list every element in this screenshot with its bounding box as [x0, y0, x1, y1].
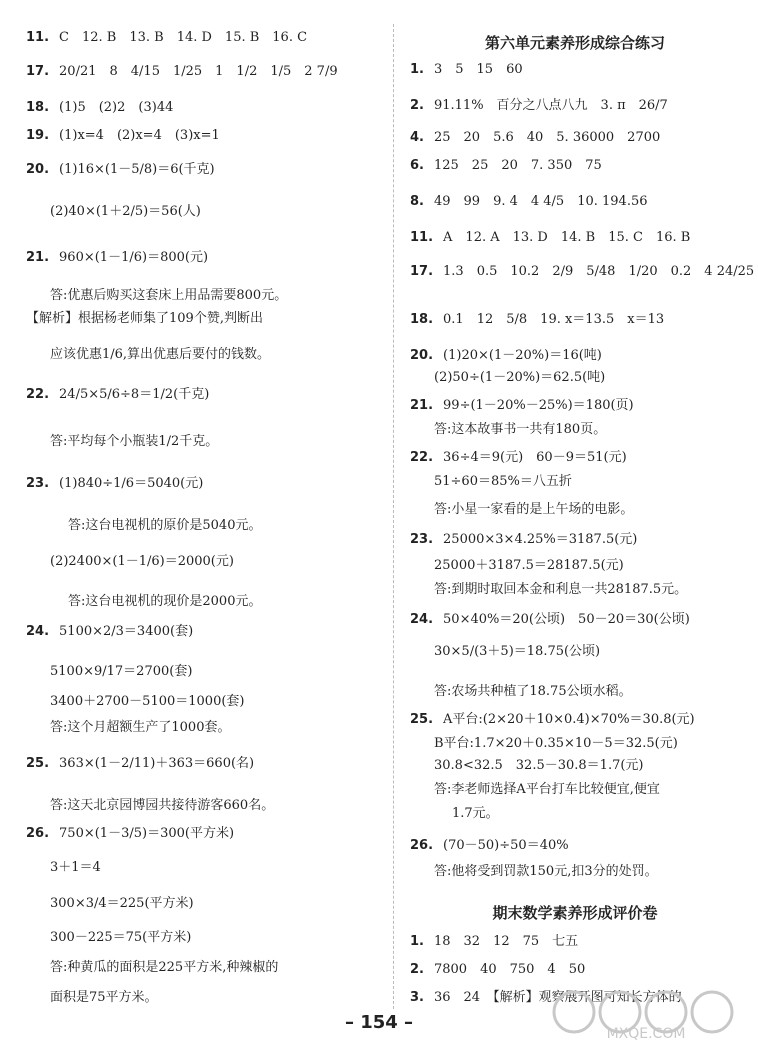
answer-line [410, 756, 644, 776]
answer-line [26, 516, 261, 536]
answer-line [410, 310, 664, 330]
page-number: – 154 – [344, 1012, 414, 1033]
answer-line [26, 345, 270, 365]
question-number: 18. [410, 312, 434, 327]
answer-line [410, 804, 499, 824]
answer-text: (1)5 (2)2 (3)44 [59, 100, 174, 115]
answer-text: 25000×3×4.25%＝3187.5(元) [443, 532, 638, 547]
question-number: 21. [410, 398, 434, 413]
question-number: 4. [410, 130, 424, 145]
answer-line [26, 28, 307, 48]
answer-line [26, 662, 192, 682]
answer-text: 18 32 12 75 七五 [433, 934, 579, 949]
answer-line [410, 420, 606, 440]
answer-line [410, 500, 633, 520]
question-number: 25. [26, 756, 50, 771]
answer-line [410, 932, 578, 952]
answer-text: 363×(1－2/11)＋363＝660(名) [59, 756, 255, 771]
question-number: 21. [26, 250, 50, 265]
question-number: 23. [410, 532, 434, 547]
answer-text: 1.3 0.5 10.2 2/9 5/48 1/20 0.2 4 24/25 [443, 264, 755, 279]
answer-line [26, 928, 191, 948]
answer-line [26, 202, 201, 222]
question-number: 8. [410, 194, 424, 209]
answer-text: (2)50÷(1－20%)＝62.5(吨) [434, 370, 606, 385]
answer-text: 750×(1－3/5)＝300(平方米) [59, 826, 235, 841]
answer-line [26, 754, 254, 774]
question-number: 20. [26, 162, 50, 177]
answer-line [410, 396, 634, 416]
answer-text: 答:农场共种植了18.75公顷水稻。 [434, 684, 632, 699]
answer-text: (1)840÷1/6＝5040(元) [59, 476, 204, 491]
question-number: 24. [410, 612, 434, 627]
question-number: 6. [410, 158, 424, 173]
answer-line [410, 346, 602, 366]
answer-text: 5100×9/17＝2700(套) [50, 664, 193, 679]
answer-text: 答:这个月超额生产了1000套。 [50, 720, 231, 735]
answer-line [410, 448, 627, 468]
answer-line [410, 192, 648, 212]
answer-line [410, 262, 754, 282]
question-number: 19. [26, 128, 50, 143]
question-number: 22. [26, 387, 50, 402]
answer-line [26, 286, 287, 306]
answer-line [26, 126, 220, 146]
question-number: 17. [410, 264, 434, 279]
answer-line [410, 836, 569, 856]
question-number: 26. [26, 826, 50, 841]
question-number: 18. [26, 100, 50, 115]
answer-text: 30.8<32.5 32.5－30.8＝1.7(元) [434, 758, 644, 773]
answer-line [410, 862, 658, 882]
answer-line [410, 156, 602, 176]
answer-line [26, 62, 338, 82]
answer-line [410, 642, 600, 662]
question-number: 1. [410, 62, 424, 77]
answer-text: (2)2400×(1－1/6)＝2000(元) [50, 554, 234, 569]
answer-line [26, 248, 208, 268]
answer-line [26, 592, 261, 612]
answer-line [410, 734, 678, 754]
answer-text: 1.7元。 [452, 806, 499, 821]
answer-line [26, 988, 158, 1008]
answer-line [26, 718, 230, 738]
answer-text: B平台:1.7×20＋0.35×10－5＝32.5(元) [434, 736, 678, 751]
answer-text: 25 20 5.6 40 5. 36000 2700 [433, 130, 661, 145]
answer-text: 51÷60＝85%＝八五折 [434, 474, 572, 489]
answer-text: 99÷(1－20%－25%)＝180(页) [443, 398, 634, 413]
svg-text:MXQE.COM: MXQE.COM [606, 1026, 686, 1040]
question-number: 2. [410, 98, 424, 113]
answer-text: A 12. A 13. D 14. B 15. C 16. B [443, 230, 691, 245]
answer-text: 960×(1－1/6)＝800(元) [59, 250, 209, 265]
answer-text: 91.11% 百分之八点八九 3. π 26/7 [433, 98, 668, 113]
answer-text: 5100×2/3＝3400(套) [59, 624, 194, 639]
answer-text: 答:到期时取回本金和利息一共28187.5元。 [434, 582, 688, 597]
answer-text: 24/5×5/6÷8＝1/2(千克) [59, 387, 210, 402]
answer-text: 125 25 20 7. 350 75 [433, 158, 602, 173]
answer-line [26, 552, 234, 572]
watermark-logo [546, 984, 746, 1040]
answer-text: (70－50)÷50＝40% [443, 838, 569, 853]
answer-line [410, 472, 572, 492]
answer-text: (2)40×(1＋2/5)＝56(人) [50, 204, 201, 219]
question-number: 26. [410, 838, 434, 853]
answer-text: 面积是75平方米。 [50, 990, 158, 1005]
answer-line [26, 474, 203, 494]
question-number: 20. [410, 348, 434, 363]
answer-text: 49 99 9. 4 4 4/5 10. 194.56 [433, 194, 648, 209]
answer-text: (1)16×(1－5/8)＝6(千克) [59, 162, 215, 177]
answer-line [26, 385, 209, 405]
answer-line [26, 622, 193, 642]
question-number: 23. [26, 476, 50, 491]
answer-line [26, 796, 274, 816]
answer-text: 25000＋3187.5＝28187.5(元) [434, 558, 624, 573]
answer-text: 3＋1＝4 [50, 860, 101, 875]
answer-text: 答:这台电视机的原价是5040元。 [68, 518, 262, 533]
answer-line [410, 530, 637, 550]
answer-text: 答:小星一家看的是上午场的电影。 [434, 502, 634, 517]
answer-text: 36÷4＝9(元) 60－9＝51(元) [443, 450, 627, 465]
answer-line [26, 692, 244, 712]
answer-line [410, 682, 632, 702]
answer-text: C 12. B 13. B 14. D 15. B 16. C [59, 30, 308, 45]
answer-line [410, 96, 668, 116]
answer-text: 7800 40 750 4 50 [433, 962, 586, 977]
answer-text: 20/21 8 4/15 1/25 1 1/2 1/5 2 7/9 [59, 64, 338, 79]
answer-line [410, 580, 687, 600]
answer-text: 50×40%＝20(公顷) 50－20＝30(公顷) [443, 612, 690, 627]
answer-text: 答:这台电视机的现价是2000元。 [68, 594, 262, 609]
section-heading-final-exam: 期末数学素养形成评价卷 [492, 904, 658, 922]
answer-text: 答:他将受到罚款150元,扣3分的处罚。 [434, 864, 658, 879]
answer-text: (1)x=4 (2)x=4 (3)x=1 [59, 128, 220, 143]
question-number: 22. [410, 450, 434, 465]
answer-text: 300×3/4＝225(平方米) [50, 896, 194, 911]
section-heading-unit6: 第六单元素养形成综合练习 [484, 34, 665, 52]
answer-line [26, 98, 173, 118]
answer-line [410, 60, 523, 80]
question-number: 3. [410, 990, 424, 1005]
answer-line [410, 780, 660, 800]
answer-text: 答:种黄瓜的面积是225平方米,种辣椒的 [50, 960, 279, 975]
answer-text: 300－225＝75(平方米) [50, 930, 192, 945]
answer-line [410, 960, 585, 980]
answer-line [410, 610, 690, 630]
answer-line [410, 228, 690, 248]
answer-line [410, 128, 660, 148]
answer-line [410, 556, 624, 576]
answer-line [26, 958, 278, 978]
answer-text: 答:优惠后购买这套床上用品需要800元。 [50, 288, 288, 303]
answer-line [410, 368, 605, 388]
question-number: 25. [410, 712, 434, 727]
answer-text: 0.1 12 5/8 19. x＝13.5 x＝13 [443, 312, 665, 327]
answer-text: 答:这天北京园博园共接待游客660名。 [50, 798, 275, 813]
question-number: 11. [26, 30, 50, 45]
answer-text: 答:这本故事书一共有180页。 [434, 422, 607, 437]
answer-text: 36 24 【解析】观察展开图可知长方体的 [433, 990, 682, 1005]
question-number: 1. [410, 934, 424, 949]
answer-text: 答:李老师选择A平台打车比较便宜,便宜 [434, 782, 660, 797]
answer-text: 30×5/(3＋5)＝18.75(公顷) [434, 644, 601, 659]
question-number: 17. [26, 64, 50, 79]
answer-line [410, 710, 695, 730]
answer-line [26, 432, 218, 452]
answer-line [26, 894, 194, 914]
answer-text: 3400＋2700－5100＝1000(套) [50, 694, 245, 709]
answer-text: (1)20×(1－20%)＝16(吨) [443, 348, 602, 363]
answer-line [26, 309, 263, 329]
answer-text: 3 5 15 60 [433, 62, 523, 77]
answer-line [26, 160, 215, 180]
answer-line [26, 858, 101, 878]
question-number: 24. [26, 624, 50, 639]
answer-text: 应该优惠1/6,算出优惠后要付的钱数。 [50, 347, 271, 362]
column-divider [393, 24, 394, 1009]
answer-text: A平台:(2×20＋10×0.4)×70%＝30.8(元) [443, 712, 695, 727]
question-number: 11. [410, 230, 434, 245]
answer-text: 答:平均每个小瓶装1/2千克。 [50, 434, 219, 449]
question-number: 2. [410, 962, 424, 977]
answer-line [26, 824, 234, 844]
answer-text: 【解析】根据杨老师集了109个赞,判断出 [26, 311, 263, 326]
